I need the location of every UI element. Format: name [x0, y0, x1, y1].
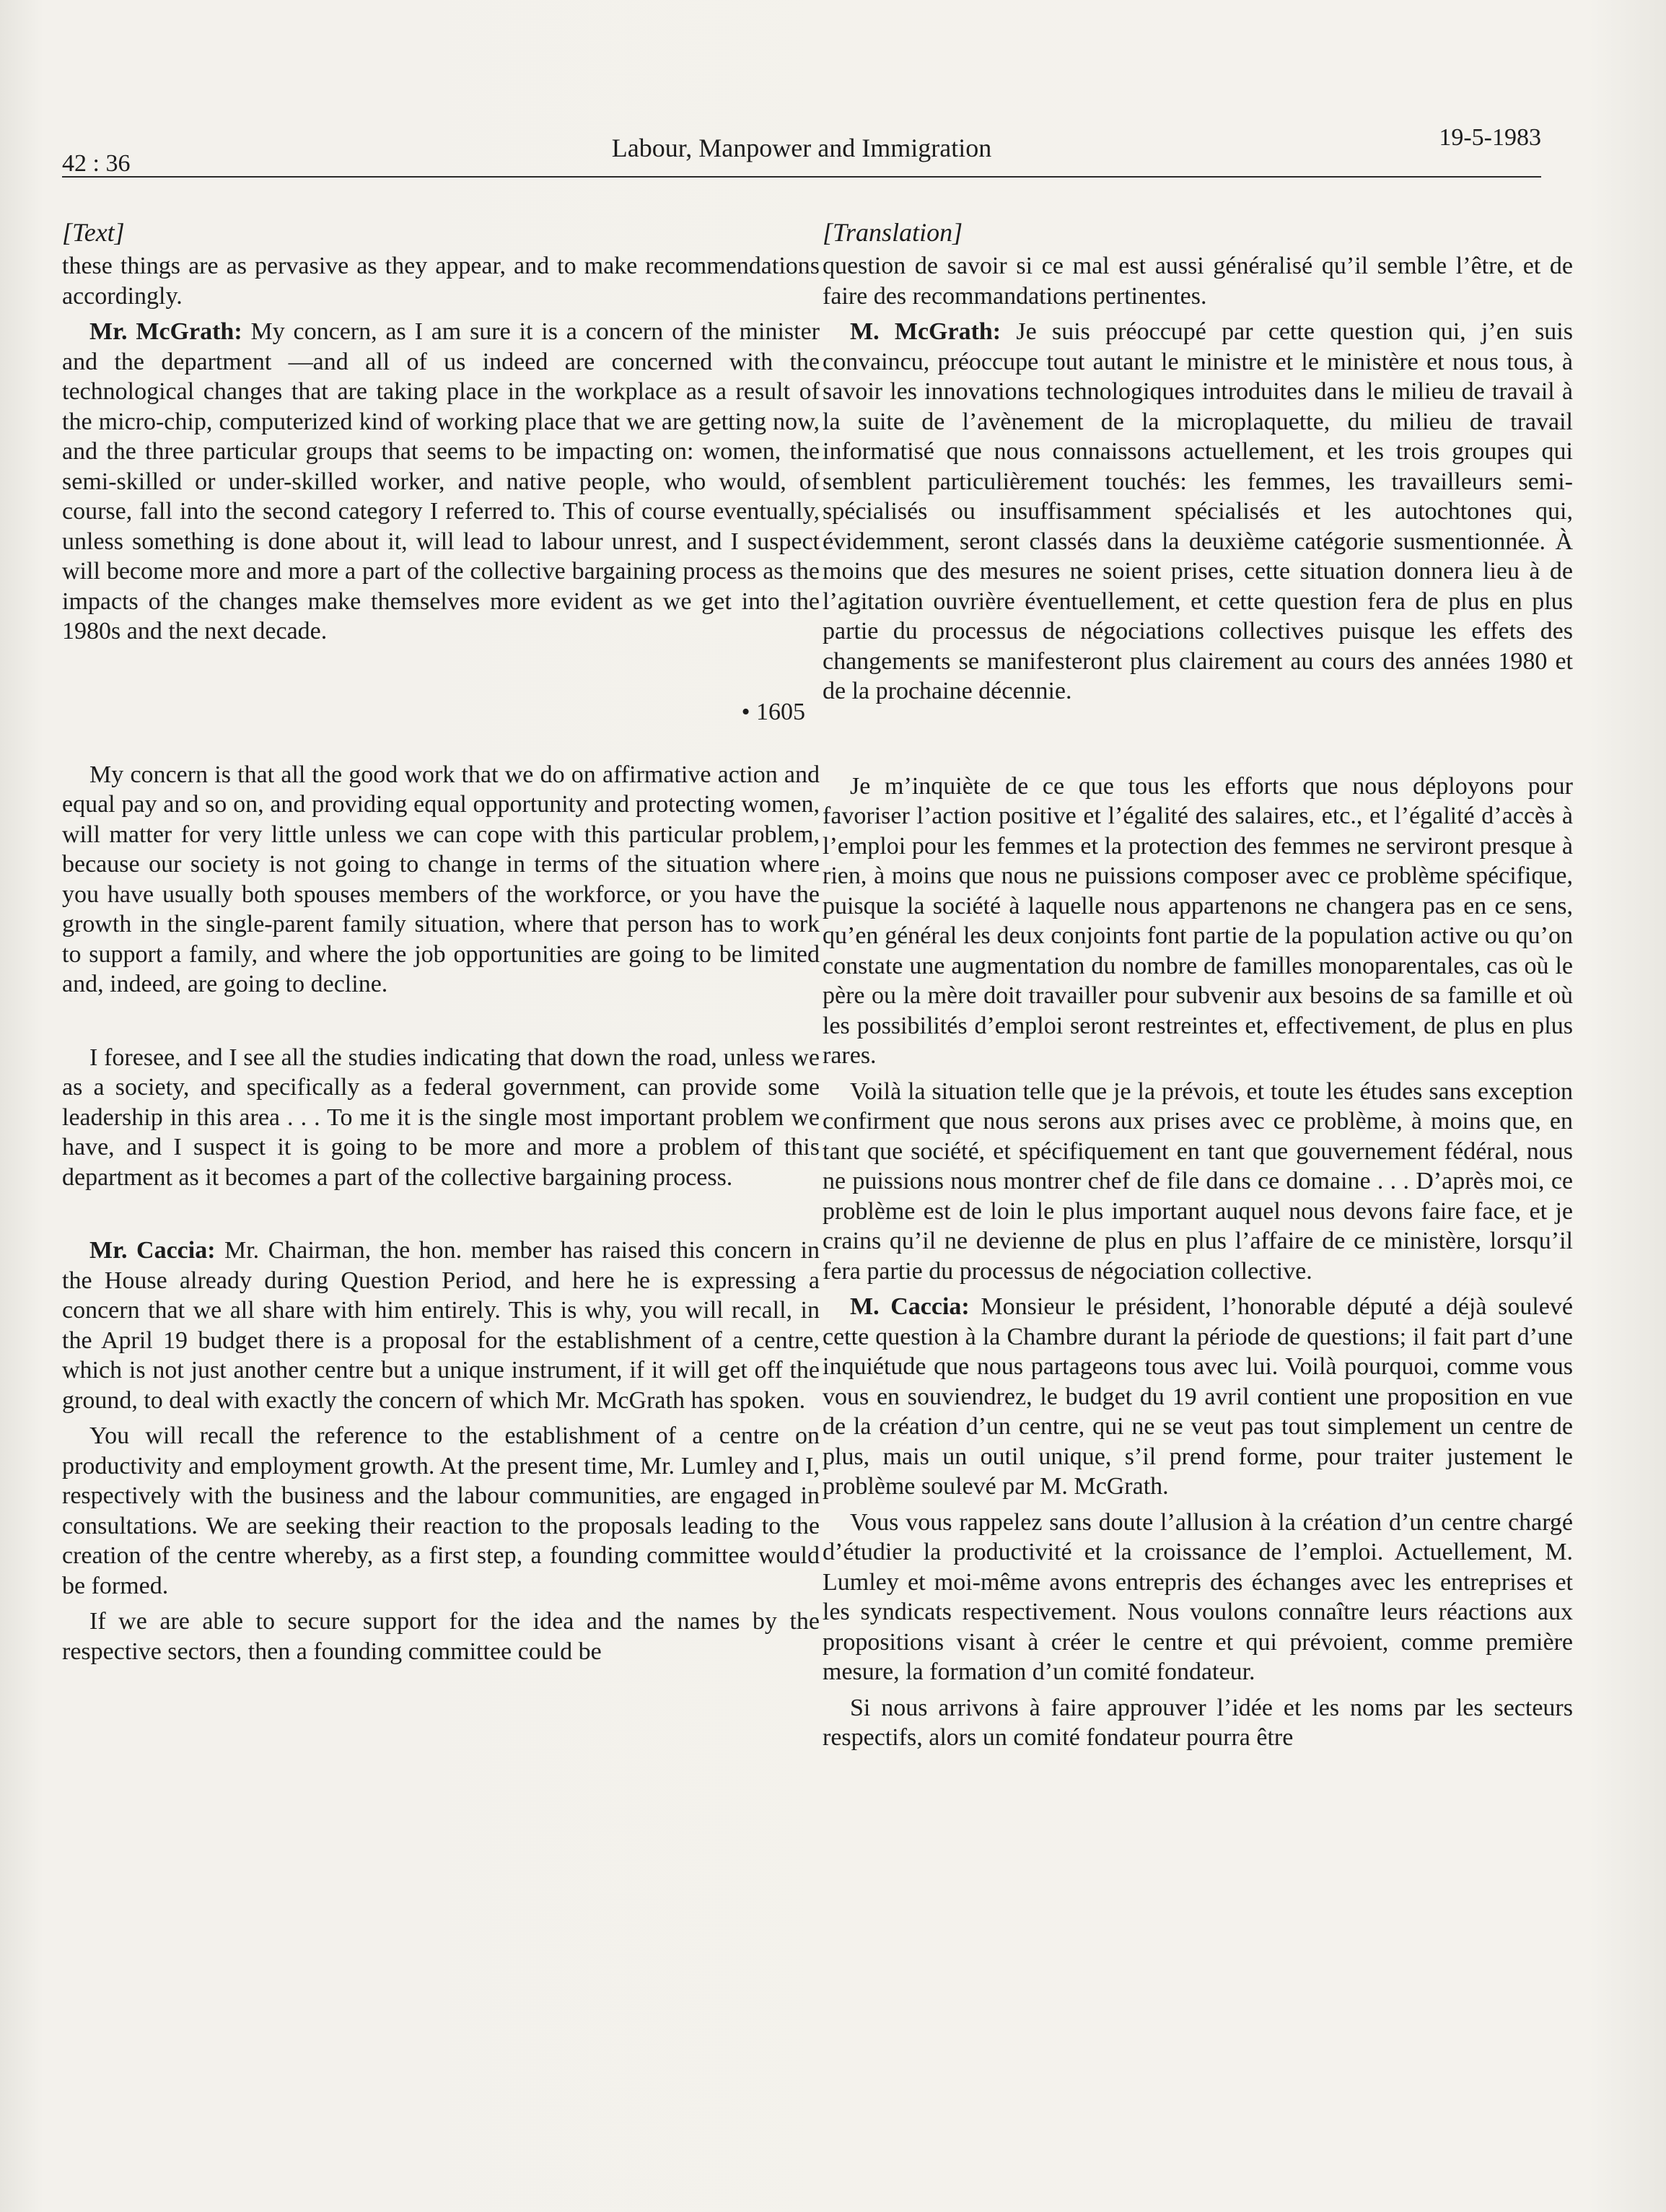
header-title: Labour, Manpower and Immigration: [611, 134, 992, 162]
paragraph: Vous vous rappelez sans doute l’allusion à la création d’un centre chargé d’étudier la productivité et la croissance de l’emploi. Actuellement, M. Lumley et moi-même avons entrepris des échanges avec les entreprises et les syndicats respectivement. Nous voulons connaître leurs réactions aux propositions visant à créer le centre et qui prévoient, comme première mesure, la formation d’un comité fondateur.: [823, 1508, 1573, 1685]
paragraph: Je m’inquiète de ce que tous les efforts que nous déployons pour favoriser l’action positive et l’égalité des salaires, etc., et l’égalité d’accès à l’emploi pour les femmes et la protection des femmes ne serviront presque à rien, à moins que nous ne puissions composer avec ce problème spécifique, puisque la société à laquelle nous appartenons ne changera pas en ce sens, qu’en général les deux conjoints font partie de la population active ou qu’on constate une augmentation du nombre de familles monoparentales, cas où le père ou la mère doit travailler pour subvenir aux besoins de sa famille et où les possibilités d’emploi seront restreintes et, effectivement, de plus en plus rares.: [823, 772, 1573, 1069]
paragraph: If we are able to secure support for the idea and the names by the respective sectors, then a founding committee could be: [62, 1608, 820, 1665]
speech-paragraph: [62, 1236, 820, 1415]
time-marker: • 1605: [741, 698, 805, 725]
paragraph: Si nous arrivons à faire approuver l’idée et les noms par les secteurs respectifs, alors un comité fondateur pourra être: [823, 1694, 1573, 1751]
french-column: [823, 217, 1573, 1753]
paragraph: these things are as pervasive as they appear, and to make recommendations accordingly.: [62, 253, 820, 310]
language-label: [Translation]: [823, 218, 963, 247]
speech-paragraph: [823, 1292, 1573, 1502]
page-header: [62, 121, 1541, 178]
speaker-name: Mr. Caccia:: [89, 1237, 216, 1264]
speech-paragraph: [823, 317, 1573, 707]
paragraph: You will recall the reference to the establishment of a centre on productivity and employment growth. At the present time, Mr. Lumley and I, respectively with the business and the labour communities, are engaged in consultations. We are seeking their reaction to the proposals leading to the creation of the centre whereby, as a first step, a founding committee would be formed.: [62, 1422, 820, 1599]
header-date: 19-5-1983: [1439, 124, 1541, 151]
speaker-name: M. Caccia:: [850, 1293, 970, 1320]
language-label: [Text]: [62, 218, 125, 247]
paragraph: My concern is that all the good work that we do on affirmative action and equal pay and so on, and providing equal opportunity and protecting women, will matter for very little unless we can cope with this particular problem, because our society is not going to change in terms of the situation where you have usually both spouses members of the workforce, or you have the growth in the single-parent family situation, where that person has to work to support a family, and where the job opportunities are going to be limited and, indeed, are going to decline.: [62, 761, 820, 997]
paragraph: Voilà la situation telle que je la prévois, et toute les études sans exception confirment que nous serons aux prises avec ce problème, à moins que, en tant que société, et spécifiquement en tant que gouvernement fédéral, nous ne puissions nous montrer chef de file dans ce domaine . . . D’après moi, ce problème est de loin le plus important auquel nous devons faire face, et je crains qu’il ne devienne de plus en plus l’affaire de ce ministère, lorsqu’il fera partie du processus de négociation collective.: [823, 1077, 1573, 1285]
page-number: 42 : 36: [62, 150, 131, 177]
english-column: [62, 217, 820, 1666]
speech-text: Monsieur le président, l’honorable député a déjà soulevé cette question à la Chambre durant la période de questions; il fait part d’une inquiétude que nous partageons tous avec lui. Voilà pourquoi, comme vous vous en souviendrez, le budget du 19 avril contient une proposition en vue de la création d’un centre, qui ne se veut pas tout simplement un centre de plus, mais un outil unique, s’il prend forme, pour traiter justement le problème soulevé par M. McGrath.: [823, 1293, 1573, 1500]
paragraph: I foresee, and I see all the studies indicating that down the road, unless we as a society, and specifically as a federal government, can provide some leadership in this area . . . To me it is the single most important problem we have, and I suspect it is going to be more and more a problem of this department as it becomes a part of the collective bargaining process.: [62, 1044, 820, 1191]
speech-text: Je suis préoccupé par cette question qui, j’en suis convaincu, préoccupe tout autant le ministre et le ministère et nous tous, à savoir les innovations technologiques introduites dans le milieu de travail à la suite de l’avènement de la microplaquette, du milieu de travail informatisé que nous connaissons actuellement, et les trois groupes qui semblent particulièrement touchés: les femmes, les travailleurs semi-spécialisés ou insuffisamment spécialisés et les autochtones qui, évidemment, seront classés dans la deuxième catégorie susmentionnée. À moins que des mesures ne soient prises, cette situation donnera lieu à de l’agitation ouvrière éventuellement, et cette question fera de plus en plus partie du processus de négociations collectives puisque les effets des changements se manifesteront plus clairement au cours des années 1980 et de la prochaine décennie.: [823, 318, 1573, 704]
speech-paragraph: [62, 317, 820, 647]
speech-text: My concern, as I am sure it is a concern of the minister and the department —and all of us indeed are concerned with the technological changes that are taking place in the workplace as a result of the micro-chip, computerized kind of working place that we are getting now, and the three particular groups that seems to be impacting on: women, the semi-skilled or under-skilled worker, and native people, who would, of course, fall into the second category I referred to. This of course eventually, unless something is done about it, will lead to labour unrest, and I suspect will become more and more a part of the collective bargaining process as the impacts of the changes make themselves more evident as we get into the 1980s and the next decade.: [62, 318, 820, 644]
paragraph: question de savoir si ce mal est aussi généralisé qu’il semble l’être, et de faire des recommandations pertinentes.: [823, 253, 1573, 310]
speaker-name: Mr. McGrath:: [89, 318, 242, 345]
speaker-name: M. McGrath:: [850, 318, 1001, 345]
speech-text: Mr. Chairman, the hon. member has raised this concern in the House already during Question Period, and here he is expressing a concern that we all share with him entirely. This is why, you will recall, in the April 19 budget there is a proposal for the establishment of a centre, which is not just another centre but a unique instrument, if it will get off the ground, to deal with exactly the concern of which Mr. McGrath has spoken.: [62, 1237, 820, 1414]
